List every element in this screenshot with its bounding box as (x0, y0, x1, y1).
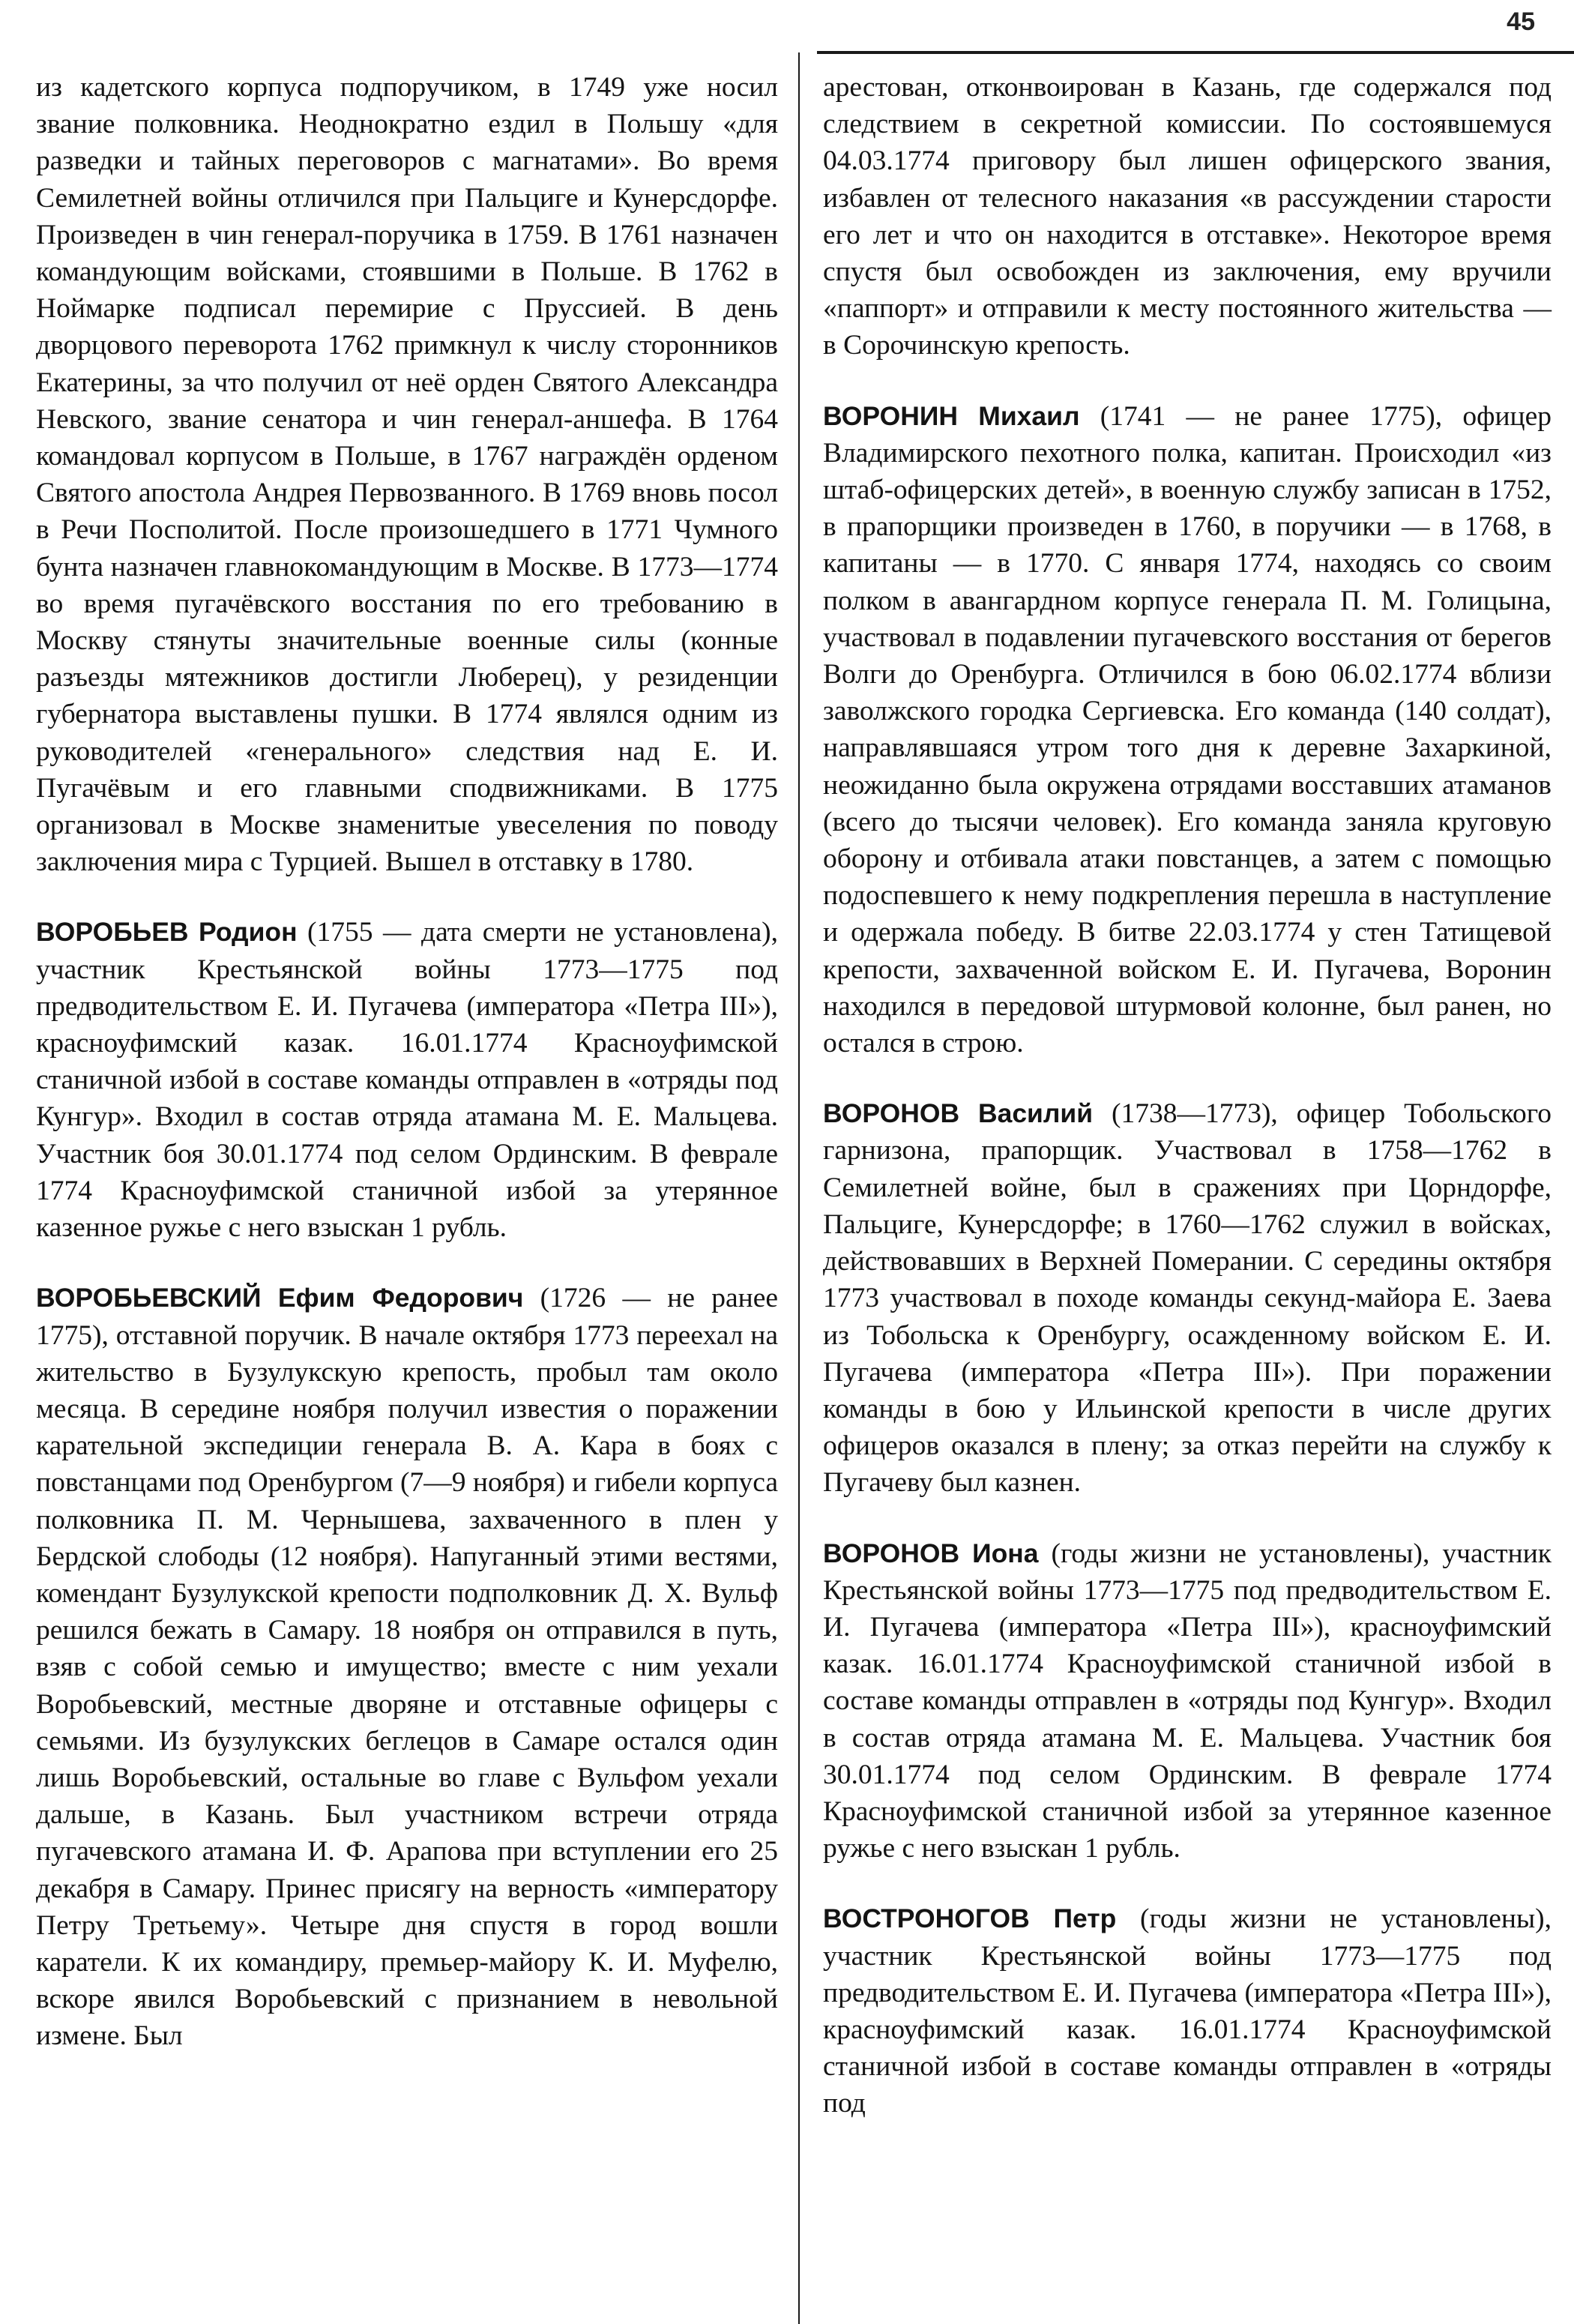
entry-surname: ВОСТРОНОГОВ (823, 1903, 1030, 1934)
right-column (823, 69, 1552, 2156)
entry-text: (1726 — не ранее 1775), отставной поручик. В начале октября 1773 переехал на жительство в Бузулукскую крепость, пробыл там около месяца. В середине ноября получил известия о поражении карательной экспедиции генерала В. А. Кара в боях с повстанцами под Оренбургом (7—9 ноября) и гибели корпуса полковника П. М. Чернышева, захваченного в плен у Бердской слободы (12 ноября). Напуганный этими вестями, комендант Бузулукской крепости подполковник Д. Х. Вульф решился бежать в Самару. 18 ноября он отправился в путь, взяв с собой семью и имущество; вместе с ним уехали Воробьевский, местные дворяне и отставные офицеры с семьями. Из бузулукских беглецов в Самаре остался один лишь Воробьевский, остальные во главе с Вульфом уехали дальше, в Казань. Был участником встречи отряда пугачевского атамана И. Ф. Арапова при вступлении его 25 декабря в Самару. Принес присягу на верность «императору Петру Третьему». Четыре дня спустя в город вошли каратели. К их командиру, премьер-майору К. И. Муфелю, вскоре явился Воробьевский с признанием в невольной измене. Был (36, 1283, 779, 2052)
entry-forename: Михаил (978, 400, 1080, 431)
header-rule (817, 51, 1574, 54)
entry-forename: Родион (199, 917, 298, 948)
entry-vostronogov (823, 1900, 1552, 2122)
entry-continuation (36, 69, 778, 880)
entry-forename: Ефим Федорович (277, 1283, 524, 1313)
entry-text: арестован, отконвоирован в Казань, где содержался под следствием в секретной комиссии. По состоявшемуся 04.03.1774 приговору был лишен офицерского звания, избавлен от телесного наказания «в рассуждении старости его лет и что он находится в отставке». Некоторое время спустя был освобожден из заключения, ему вручили «паппорт» и отправили к месту постоянного жительства — в Сорочинскую крепость. (823, 72, 1552, 361)
entry-text: (1738—1773), офицер Тобольского гарнизона, прапорщик. Участвовал в 1758—1762 в Семилетней войне, был в сражениях при Цорндорфе, Пальциге, Кунерсдорфе; в 1760—1762 служил в войсках, действовавших в Верхней Померании. С середины октября 1773 участвовал в походе команды секунд-майора Е. Заева из Тобольска к Оренбургу, осажденному войском Е. И. Пугачева (императора «Петра III»). При поражении команды в бою у Ильинской крепости в числе других офицеров оказался в плену; за отказ перейти на службу к Пугачеву был казнен. (823, 1098, 1552, 1499)
page-number: 45 (1507, 7, 1535, 36)
entry-text: (1741 — не ранее 1775), офицер Владимирского пехотного полка, капитан. Происходил «из штаб-офицерских детей», в военную службу записан в 1752, в прапорщики произведен в 1760, в поручики — в 1768, в капитаны — в 1770. С января 1774, находясь со своим полком в авангардном корпусе генерала П. М. Голицына, участвовал в подавлении пугачевского восстания от берегов Волги до Оренбурга. Отличился в бою 06.02.1774 вблизи заволжского городка Сергиевска. Его команда (140 солдат), направлявшаяся утром того дня к деревне Захаркиной, неожиданно была окружена отрядами восставших атаманов (всего до тысячи человек). Его команда заняла круговую оборону и отбивала атаки повстанцев, а затем с помощью подоспевшего к нему подкрепления перешла в наступление и одержала победу. В битве 22.03.1774 у стен Татищевой крепости, захваченной войском Е. И. Пугачева, Воронин находился в передовой штурмовой колонне, был ранен, но остался в строю. (823, 400, 1552, 1059)
entry-surname: ВОРОНОВ (823, 1538, 960, 1568)
entry-forename: Василий (977, 1098, 1094, 1129)
entry-vorobyev (36, 914, 778, 1246)
entry-text: из кадетского корпуса подпоручиком, в 1749 уже носил звание полковника. Неоднократно ездил в Польшу «для разведки и тайных переговоров с магнатами». Во время Семилетней войны отличился при Пальциге и Кунерсдорфе. Произведен в чин генерал-поручика в 1759. В 1761 назначен командующим войсками, стоявшими в Польше. В 1762 в Ноймарке подписал перемирие с Пруссией. В день дворцового переворота 1762 примкнул к числу сторонников Екатерины, за что получил от неё орден Святого Александра Невского, звание сенатора и чин генерал-аншефа. В 1764 командовал корпусом в Польше, в 1767 награждён орденом Святого апостола Андрея Первозванного. В 1769 вновь посол в Речи Посполитой. После произошедшего в 1771 Чумного бунта назначен главнокомандующим в Москве. В 1773—1774 во время пугачёвского восстания по его требованию в Москву стянуты значительные военные силы (конные разъезды мятежников достигли Люберец), у резиденции губернатора выставлены пушки. В 1774 являлся одним из руководителей «генерального» следствия над Е. И. Пугачёвым и его главными сподвижниками. В 1775 организовал в Москве знаменитые увеселения по поводу заключения мира с Турцией. Вышел в отставку в 1780. (36, 72, 778, 878)
entry-text: (1755 — дата смерти не установлена), участник Крестьянской войны 1773—1775 под предводительством Е. И. Пугачева (императора «Петра III»), красноуфимский казак. 16.01.1774 Красноуфимской станичной избой в составе команды отправлен в «отряды под Кунгур». Входил в состав отряда атамана М. Е. Мальцева. Участник боя 30.01.1774 под селом Ординским. В феврале 1774 Красноуфимской станичной избой за утерянное казенное ружье с него взыскан 1 рубль. (36, 917, 779, 1244)
entry-forename: Петр (1053, 1903, 1117, 1934)
entry-text: (годы жизни не установлены), участник Крестьянской войны 1773—1775 под предводительством Е. И. Пугачева (императора «Петра III»), красноуфимский казак. 16.01.1774 Красноуфимской станичной избой в составе команды отправлен в «отряды под Кунгур». Входил в состав отряда атамана М. Е. Мальцева. Участник боя 30.01.1774 под селом Ординским. В феврале 1774 Красноуфимской станичной избой за утерянное казенное ружье с него взыскан 1 рубль. (823, 1538, 1552, 1864)
entry-surname: ВОРОНИН (823, 400, 958, 431)
entry-voronov-vasily (823, 1095, 1552, 1501)
entry-vorobyevsky (36, 1280, 778, 2054)
entry-forename: Иона (972, 1538, 1039, 1568)
entry-surname: ВОРОНОВ (823, 1098, 960, 1129)
column-divider (798, 52, 800, 2324)
entry-voronov-iona (823, 1535, 1552, 1867)
entry-surname: ВОРОБЬЕВ (36, 917, 189, 948)
entry-continuation (823, 69, 1552, 364)
entry-text: (годы жизни не установлены), участник Крестьянской войны 1773—1775 под предводительством Е. И. Пугачева (императора «Петра III»), красноуфимский казак. 16.01.1774 Красноуфимской станичной избой в составе команды отправлен в «отряды под (823, 1903, 1552, 2119)
left-column (36, 69, 778, 2089)
entry-surname: ВОРОБЬЕВСКИЙ (36, 1283, 262, 1313)
entry-voronin (823, 398, 1552, 1062)
